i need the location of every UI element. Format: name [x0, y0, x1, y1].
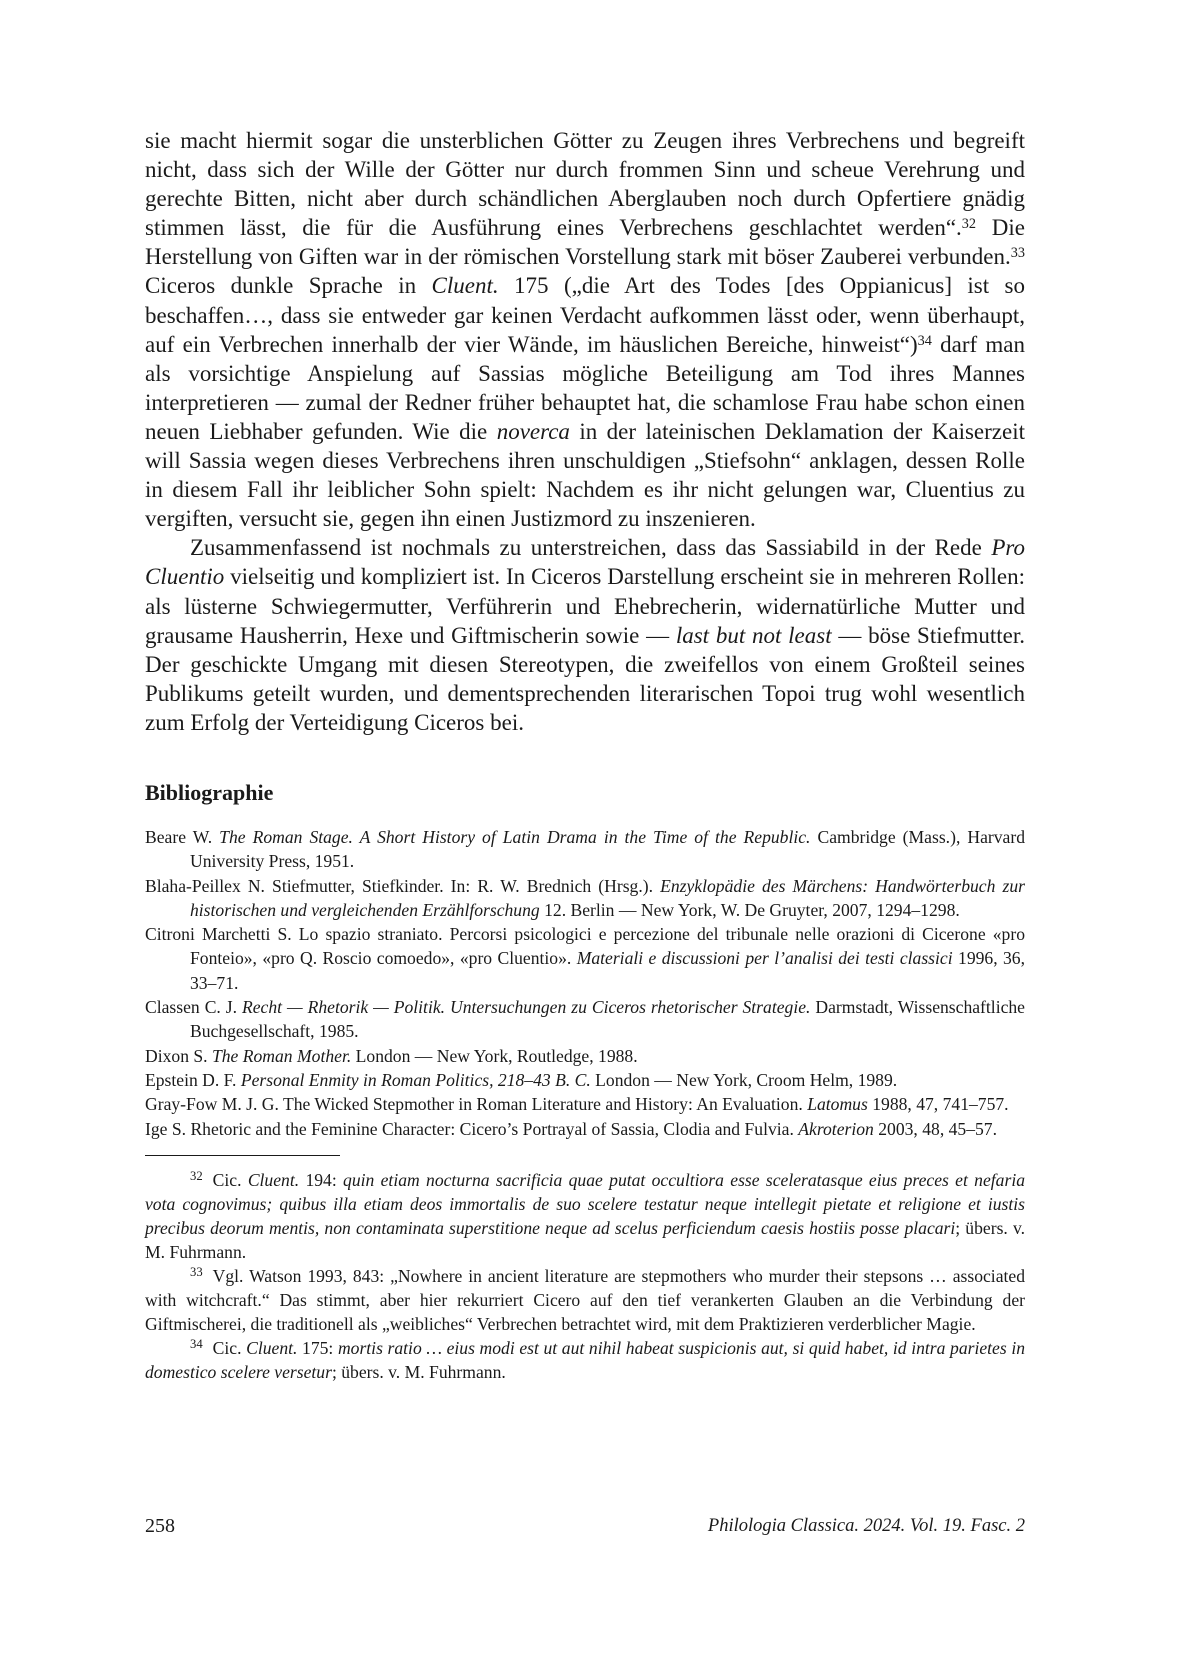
running-title: Philologia Classica. 2024. Vol. 19. Fasc. 2 [707, 1516, 1025, 1536]
bibliography-entry [145, 995, 1025, 1044]
italic-run: mortis ratio … eius modi est ut aut nihil habeat suspicionis aut, si quid habet, id intra parietes in domestico scelere versetur [145, 1337, 1026, 1382]
text-run: sie macht hiermit sogar die unsterblichen Götter zu Zeugen ihres Verbrechens und begreift nicht, dass sich der Wille der Götter nur durch frommen Sinn und scheue Verehrung und gerechte Bitten, nicht aber durch schändlichen Aberglauben noch durch Opfertiere gnädig stimmen lässt, die für die Ausführung eines Verbrechens geschlachtet werden“. [145, 128, 1025, 241]
bibliography-entry [145, 1092, 1025, 1116]
text-run: vielseitig und kompliziert ist. In Ciceros Darstellung erscheint sie in mehreren Rollen: als lüsterne Schwiegermutter, Verführerin und Ehebrecherin, widernatürliche Mutter und grausame Hausherrin, Hexe und Giftmischerin sowie — [145, 564, 1025, 648]
text-run: 1988, 47, 741–757. [867, 1094, 1009, 1115]
text-run: Cic. [212, 1169, 248, 1190]
footnote-text [145, 1170, 1025, 1262]
text-run: Beare W. [145, 826, 220, 847]
footnote-ref[interactable]: 32 [961, 216, 977, 233]
footnote-32 [145, 1168, 1025, 1264]
text-run: darf man als vorsichtige Anspielung auf Sassias mögliche Beteiligung am Tod ihres Mannes interpretieren — zumal der Redner früher behauptet hat, die schamlose Frau habe schon einen neuen Liebhaber gefunden. Wie die [145, 331, 1025, 444]
text-run: ; übers. v. M. Fuhrmann. [145, 1217, 1025, 1262]
footnote-number: 33 [190, 1264, 203, 1279]
italic-run: Latomus [807, 1094, 868, 1115]
italic-run: Akroterion [798, 1118, 874, 1139]
italic-run: Recht — Rhetorik — Politik. Untersuchungen zu Ciceros rhetorischer Strategie. [241, 997, 811, 1018]
text-run: London — New York, Croom Helm, 1989. [590, 1069, 898, 1090]
text-run: 175: [297, 1337, 338, 1358]
text-run: Classen C. J. [145, 997, 242, 1018]
paragraph-1 [145, 126, 1025, 533]
footnote-ref[interactable]: 33 [1010, 245, 1025, 262]
footnote-text [145, 1338, 1025, 1382]
text-run: Vgl. Watson 1993, 843: „Nowhere in ancient literature are stepmothers who murder their stepsons … associated with witchcraft.“ Das stimmt, aber hier rekurriert Cicero auf den tief verankerten Glauben an die Verbindung der Giftmischerei, die traditionell als „weibliches“ Verbrechen betrachtet wird, mit dem Praktizieren verderblicher Magie. [145, 1265, 1025, 1334]
text-run: 2003, 48, 45–57. [873, 1118, 997, 1139]
italic-run: noverca [496, 418, 570, 444]
italic-run: Enzyklopädie des Märchens: Handwörterbuch zur historischen und vergleichenden Erzählforschung [190, 875, 1025, 920]
bibliography-entry [145, 922, 1025, 995]
text-run: Zusammenfassend ist nochmals zu unterstreichen, dass das Sassiabild in der Rede [190, 535, 992, 561]
text-run: London — New York, Routledge, 1988. [351, 1045, 638, 1066]
bibliography-heading: Bibliographie [145, 779, 274, 805]
text-run: Gray-Fow M. J. G. The Wicked Stepmother in Roman Literature and History: An Evaluation. [145, 1094, 808, 1115]
italic-run: The Roman Stage. A Short History of Latin Drama in the Time of the Republic. [219, 826, 811, 847]
text-run: Darmstadt, Wissenschaftliche Buchgesellschaft, 1985. [190, 997, 1025, 1042]
text-run: ; übers. v. M. Fuhrmann. [331, 1361, 506, 1382]
italic-run: Personal Enmity in Roman Politics, 218–43 B. C. [240, 1069, 591, 1090]
italic-run: Cluent. [246, 1337, 298, 1358]
text-run: Cambridge (Mass.), Harvard University Press, 1951. [190, 826, 1026, 872]
text-run: Blaha-Peillex N. Stiefmutter, Stiefkinder. In: R. W. Brednich (Hrsg.). [145, 875, 661, 896]
italic-run: quin etiam nocturna sacrificia quae putat occultiora esse sceleratasque eius preces et nefaria vota cognovimus; quibus illa etiam deos immortalis de suo scelere testatur neque intellegit pietate et religione et iustis precibus deorum mentis, non contaminata superstitione neque ad scelus perficiendum caesis hostiis posse placari [145, 1169, 1025, 1238]
italic-run: The Roman Mother. [211, 1045, 352, 1066]
text-run: 12. Berlin — New York, W. De Gruyter, 2007, 1294–1298. [539, 899, 960, 920]
text-run: Citroni Marchetti S. Lo spazio straniato. Percorsi psicologici e percezione del tribunale nelle orazioni di Cicerone «pro Fonteio», «pro Q. Roscio comoedo», «pro Cluentio». [145, 924, 1025, 969]
footnote-number: 34 [190, 1336, 203, 1351]
italic-run: Materiali e discussioni per l’analisi dei testi classici [576, 948, 953, 969]
bibliography-entry [145, 1044, 1025, 1068]
text-run: Die Herstellung von Giften war in der römischen Vorstellung stark mit böser Zauberei verbunden. [145, 215, 1025, 270]
text-run: Epstein D. F. [145, 1069, 241, 1090]
italic-run: Pro Cluentio [145, 535, 1025, 590]
text-run: 1996, 36, 33–71. [190, 948, 1025, 993]
footnote-ref[interactable]: 34 [917, 332, 932, 349]
bibliography-entry [145, 874, 1025, 923]
text-run: Ciceros dunkle Sprache in [145, 273, 432, 299]
page-number: 258 [145, 1515, 175, 1537]
text-run: Cic. [212, 1337, 247, 1358]
text-run: Dixon S. [145, 1045, 212, 1066]
footnote-34 [145, 1336, 1025, 1384]
footnote-separator [145, 1155, 340, 1156]
footnote-number: 32 [190, 1168, 203, 1183]
text-run: in der lateinischen Deklamation der Kaiserzeit will Sassia wegen dieses Verbrechens ihren unschuldigen „Stiefsohn“ anklagen, dessen Rolle in diesem Fall ihr leiblicher Sohn spielt: Nachdem es ihr nicht gelungen war, Cluentius zu vergiften, versucht sie, gegen ihn einen Justizmord zu inszenieren. [145, 418, 1025, 532]
text-run: Ige S. Rhetoric and the Feminine Character: Cicero’s Portrayal of Sassia, Clodia and Fulvia. [145, 1118, 799, 1139]
text-run: 175 („die Art des Todes [des Oppianicus] ist so beschaffen…, dass sie entweder gar keinen Verdacht aufkommen lässt oder, wenn überhaupt, auf ein Verbrechen innerhalb der vier Wände, im häuslichen Bereiche, hinweist“) [145, 273, 1026, 357]
bibliography-entry [145, 1068, 1025, 1092]
text-run: — böse Stiefmutter. Der geschickte Umgang mit diesen Stereotypen, die zweifellos von einem Großteil seines Publikums geteilt wurden, und dementsprechenden literarischen Topoi trug wohl wesentlich zum Erfolg der Verteidigung Ciceros bei. [145, 622, 1026, 735]
text-run: 194: [299, 1169, 344, 1190]
footnote-33 [145, 1264, 1025, 1336]
bibliography-list [145, 825, 1025, 1141]
bibliography-entry [145, 1117, 1025, 1141]
italic-run: Cluent. [247, 1169, 300, 1190]
bibliography-entry [145, 825, 1025, 874]
body-text [145, 126, 1025, 737]
footnote-text [145, 1266, 1025, 1334]
footnotes [145, 1168, 1025, 1384]
italic-run: Cluent. [431, 273, 499, 299]
italic-run: last but not least [675, 622, 832, 648]
page-content [145, 126, 1025, 1384]
paragraph-2 [145, 533, 1025, 737]
